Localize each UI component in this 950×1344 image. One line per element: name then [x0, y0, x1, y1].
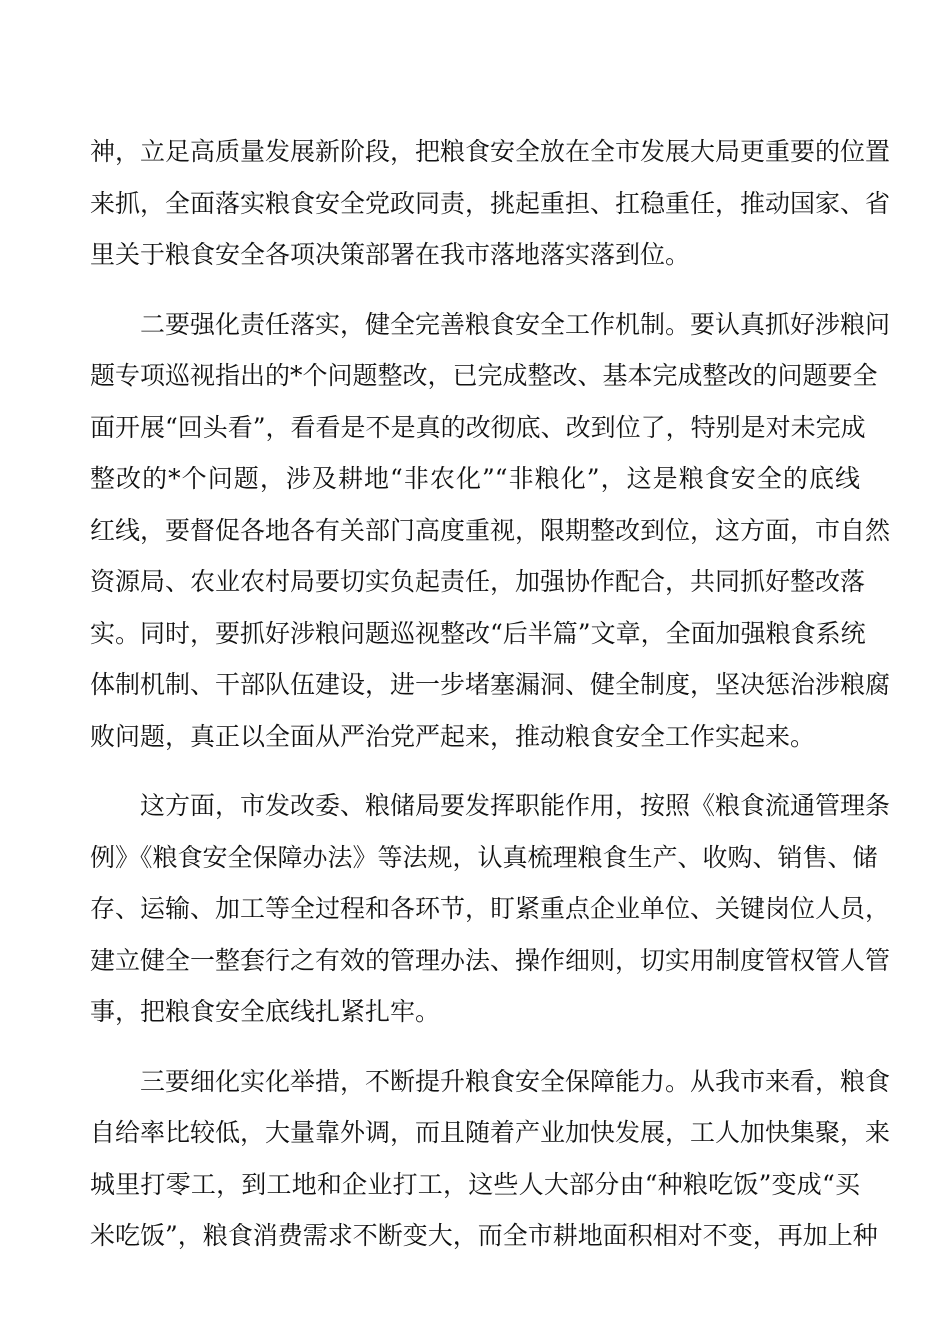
paragraph-line: 米吃饭”，粮食消费需求不断变大，而全市耕地面积相对不变，再加上种	[90, 1221, 878, 1250]
paragraph-line: 面开展“回头看”，看看是不是真的改彻底、改到位了，特别是对未完成	[90, 412, 866, 442]
paragraph-1	[90, 126, 891, 281]
paragraph-line: 实。同时，要抓好涉粮问题巡视整改“后半篇”文章，全面加强粮食系统	[90, 618, 866, 648]
paragraph-line: 败问题，真正以全面从严治党严起来，推动粮食安全工作实起来。	[90, 721, 816, 751]
paragraph-line: 资源局、农业农村局要切实负起责任，加强协作配合，共同抓好整改落	[90, 567, 866, 596]
paragraph-line: 题专项巡视指出的*个问题整改，已完成整改、基本完成整改的问题要全	[90, 361, 878, 390]
paragraph-4	[90, 1056, 891, 1262]
paragraph-line: 建立健全一整套行之有效的管理办法、操作细则，切实用制度管权管人管	[90, 945, 891, 975]
paragraph-line: 二要强化责任落实，健全完善粮食安全工作机制。要认真抓好涉粮问	[140, 309, 891, 339]
paragraph-line: 存、运输、加工等全过程和各环节，盯紧重点企业单位、关键岗位人员，	[90, 894, 891, 923]
paragraph-line: 神，立足高质量发展新阶段，把粮食安全放在全市发展大局更重要的位置	[90, 137, 891, 166]
paragraph-line: 例》《粮食安全保障办法》等法规，认真梳理粮食生产、收购、销售、储	[90, 842, 878, 872]
paragraph-line: 自给率比较低，大量靠外调，而且随着产业加快发展，工人加快集聚，来	[90, 1118, 891, 1147]
paragraph-line: 这方面，市发改委、粮储局要发挥职能作用，按照《粮食流通管理条	[140, 791, 891, 820]
paragraph-line: 事，把粮食安全底线扎紧扎牢。	[90, 997, 441, 1026]
paragraph-line: 三要细化实化举措，不断提升粮食安全保障能力。从我市来看，粮食	[140, 1066, 891, 1096]
paragraph-line: 整改的*个问题，涉及耕地“非农化”“非粮化”，这是粮食安全的底线	[90, 464, 860, 493]
paragraph-line: 里关于粮食安全各项决策部署在我市落地落实落到位。	[90, 240, 691, 269]
paragraph-3	[90, 780, 891, 1038]
paragraph-line: 体制机制、干部队伍建设，进一步堵塞漏洞、健全制度，坚决惩治涉粮腐	[90, 670, 891, 699]
paragraph-line: 城里打零工，到工地和企业打工，这些人大部分由“种粮吃饭”变成“买	[90, 1169, 860, 1199]
paragraph-line: 来抓，全面落实粮食安全党政同责，挑起重担、扛稳重任，推动国家、省	[90, 188, 891, 218]
paragraph-line: 红线，要督促各地各有关部门高度重视，限期整改到位，这方面，市自然	[90, 515, 891, 545]
paragraph-2	[90, 299, 891, 763]
document-body	[90, 126, 891, 1262]
